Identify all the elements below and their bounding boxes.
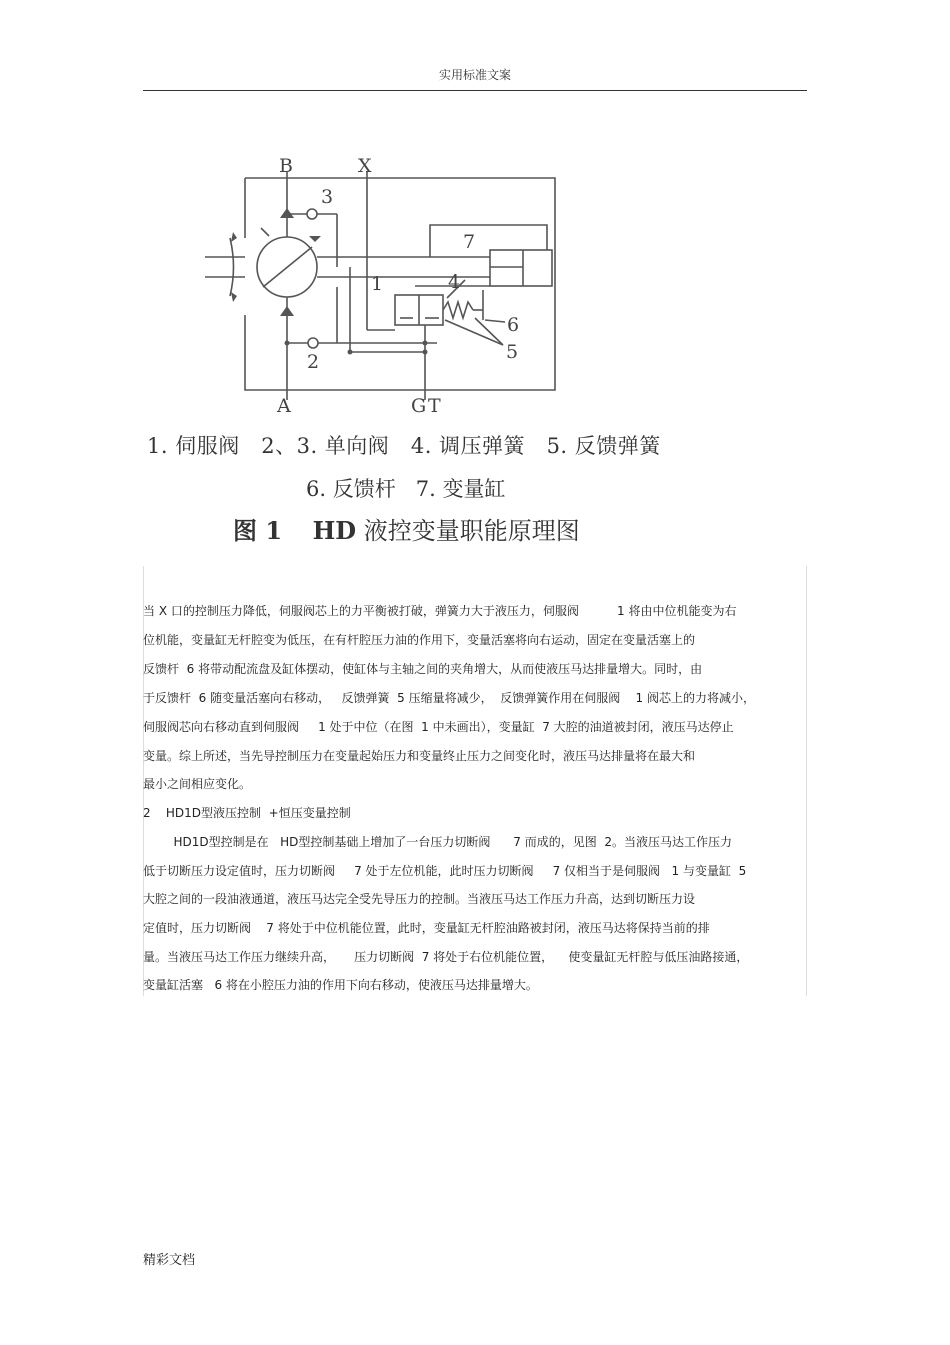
- figure-number: 图 1: [233, 516, 283, 545]
- body-line: 量。当液压马达工作压力继续升高， 压力切断阀 7 将处于右位机能位置， 使变量缸无杆腔与低压油路接通，: [143, 950, 749, 964]
- body-line: 变量。综上所述，当先导控制压力在变量起始压力和变量终止压力之间变化时，液压马达排量将在最大和: [143, 749, 696, 763]
- label-5: 5: [506, 341, 519, 363]
- label-6: 6: [507, 314, 520, 336]
- header-divider: [143, 90, 807, 91]
- body-line: 当 X 口的控制压力降低，伺服阀芯上的力平衡被打破，弹簧力大于液压力，伺服阀 1 将由中位机能变为右: [143, 604, 737, 618]
- section-heading: 2 HD1D型液压控制 +恒压变量控制: [143, 806, 351, 820]
- label-4: 4: [448, 271, 461, 293]
- body-line: 变量缸活塞 6 将在小腔压力油的作用下向右移动，使液压马达排量增大。: [143, 978, 538, 992]
- body-line: 位机能，变量缸无杆腔变为低压，在有杆腔压力油的作用下，变量活塞将向右运动，固定在变量活塞上的: [143, 633, 696, 647]
- page-footer: 精彩文档: [143, 1253, 196, 1268]
- body-line: 最小之间相应变化。: [143, 777, 252, 791]
- body-line: 反馈杆 6 将带动配流盘及缸体摆动，使缸体与主轴之间的夹角增大，从而使液压马达排量增大。同时，由: [143, 662, 703, 676]
- figure-legend-line-2: 6. 反馈杆 7. 变量缸: [306, 477, 506, 501]
- figure-title: [233, 511, 580, 546]
- body-line: 伺服阀芯向右移动直到伺服阀 1 处于中位（在图 1 中未画出），变量缸 7 大腔的油道被封闭，液压马达停止: [143, 720, 734, 734]
- page-header: 实用标准文案: [438, 68, 511, 82]
- label-3: 3: [321, 186, 334, 208]
- figure-title-text: 液控变量职能原理图: [356, 517, 580, 545]
- figure-title-bold: HD: [312, 516, 357, 545]
- body-line: 低于切断压力设定值时，压力切断阀 7 处于左位机能，此时压力切断阀 7 仅相当于是伺服阀 1 与变量缸 5: [143, 864, 747, 878]
- body-line: HD1D型控制是在 HD型控制基础上增加了一台压力切断阀 7 而成的，见图 2。当液压马达工作压力: [143, 835, 732, 849]
- label-b: B: [279, 155, 293, 177]
- hd-hydraulic-schematic: [185, 150, 605, 420]
- body-line: 大腔之间的一段油液通道，液压马达完全受先导压力的控制。当液压马达工作压力升高，达到切断压力设: [143, 892, 696, 906]
- body-line: 定值时，压力切断阀 7 将处于中位机能位置，此时，变量缸无杆腔油路被封闭，液压马达将保持当前的排: [143, 921, 710, 935]
- label-2: 2: [307, 351, 320, 373]
- label-7: 7: [463, 231, 476, 253]
- label-t: T: [428, 395, 441, 417]
- figure-legend-line-1: 1. 伺服阀 2、3. 单向阀 4. 调压弹簧 5. 反馈弹簧: [147, 434, 661, 458]
- label-x: X: [358, 155, 372, 177]
- label-a: A: [277, 395, 291, 417]
- label-g: G: [411, 395, 427, 417]
- label-1: 1: [371, 273, 384, 295]
- body-line: 于反馈杆 6 随变量活塞向右移动， 反馈弹簧 5 压缩量将减少， 反馈弹簧作用在伺服阀 1 阀芯上的力将减小，: [143, 691, 755, 705]
